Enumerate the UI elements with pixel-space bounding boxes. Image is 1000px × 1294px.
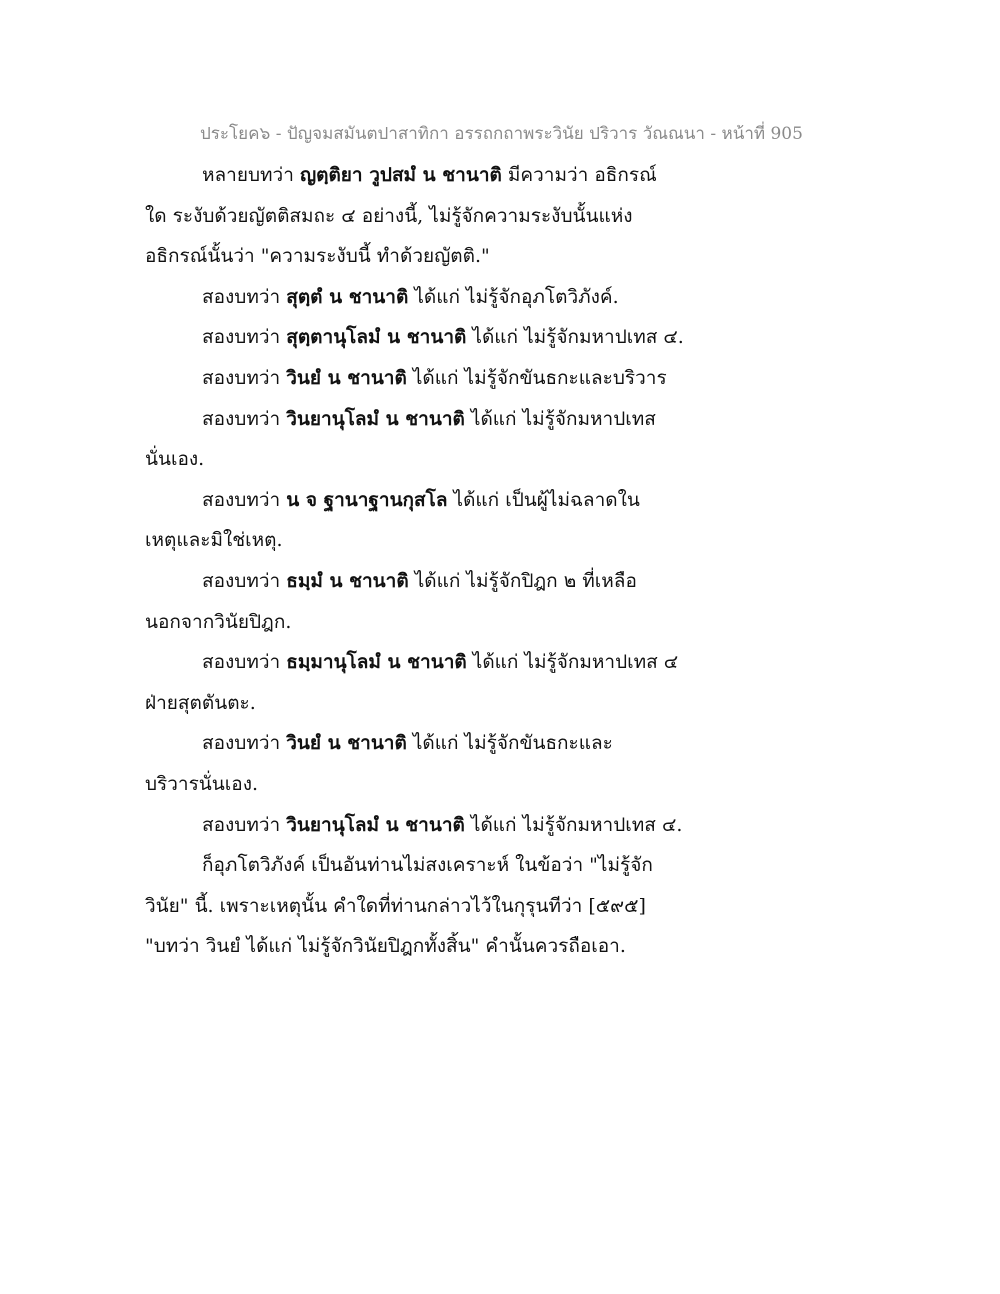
text-segment: ได้แก่ ไม่รู้จักมหาปเทส: [464, 407, 656, 430]
text-segment: สองบทว่า: [202, 732, 287, 755]
text-segment: สองบทว่า: [202, 488, 287, 511]
text-line: [145, 196, 745, 237]
pali-term: สุตฺตํ น ชานาติ: [286, 285, 409, 308]
pali-term: ธมฺมานุโลมํ น ชานาติ: [286, 651, 467, 674]
text-line: [145, 723, 745, 764]
pali-term: วินยํ น ชานาติ: [286, 732, 407, 755]
text-segment: ได้แก่ ไม่รู้จักปิฎก ๒ ที่เหลือ: [408, 569, 637, 592]
text-segment: เหตุและมิใช่เหตุ.: [145, 529, 283, 552]
text-segment: นอกจากวินัยปิฎก.: [145, 610, 292, 633]
text-segment: สองบทว่า: [202, 326, 287, 349]
text-segment: วินัย" นี้. เพราะเหตุนั้น คำใดที่ท่านกล่าวไว้ในกุรุนทีว่า [๕๙๕]: [145, 894, 646, 917]
text-segment: ได้แก่ ไม่รู้จักมหาปเทส ๔: [466, 651, 679, 674]
text-line: [145, 317, 745, 358]
text-line: [145, 358, 745, 399]
text-line: [145, 805, 745, 846]
text-line: [145, 602, 745, 643]
text-segment: ก็อุภโตวิภังค์ เป็นอันท่านไม่สงเคราะห์ ในข้อว่า "ไม่รู้จัก: [202, 854, 653, 877]
text-segment: ได้แก่ ไม่รู้จักมหาปเทส ๔.: [464, 813, 683, 836]
text-line: [145, 277, 745, 318]
text-segment: ได้แก่ ไม่รู้จักขันธกะและบริวาร: [406, 366, 667, 389]
text-line: [145, 480, 745, 521]
text-line: [145, 926, 745, 967]
text-line: [145, 642, 745, 683]
text-segment: สองบทว่า: [202, 366, 287, 389]
text-segment: ได้แก่ ไม่รู้จักขันธกะและ: [406, 732, 613, 755]
text-segment: นั่นเอง.: [145, 448, 205, 471]
pali-term: ธมฺมํ น ชานาติ: [286, 569, 409, 592]
text-segment: มีความว่า อธิกรณ์: [501, 164, 657, 186]
text-line: [145, 155, 745, 196]
text-line: [145, 236, 745, 277]
text-line: [145, 439, 745, 480]
pali-term: สุตฺตานุโลมํ น ชานาติ: [286, 326, 467, 349]
text-segment: ได้แก่ ไม่รู้จักมหาปเทส ๔.: [466, 326, 684, 349]
text-segment: ได้แก่ เป็นผู้ไม่ฉลาดใน: [447, 488, 640, 511]
text-line: [145, 886, 745, 927]
text-segment: หลายบทว่า: [202, 164, 300, 186]
text-segment: ฝ่ายสุตตันตะ.: [145, 691, 256, 714]
text-segment: อธิกรณ์นั้นว่า "ความระงับนี้ ทำด้วยญัตติ.": [145, 245, 490, 268]
text-segment: สองบทว่า: [202, 813, 287, 836]
pali-term: วินยานุโลมํ น ชานาติ: [286, 813, 465, 836]
text-segment: สองบทว่า: [202, 407, 287, 430]
pali-term: วินยํ น ชานาติ: [286, 366, 407, 389]
pali-term: ญตฺติยา วูปสมํ น ชานาติ: [299, 164, 502, 186]
text-segment: สองบทว่า: [202, 285, 287, 308]
text-segment: "บทว่า วินยํ ได้แก่ ไม่รู้จักวินัยปิฎกทั้งสิ้น" คำนั้นควรถือเอา.: [145, 935, 626, 958]
pali-term: น จ ฐานาฐานกุสโล: [286, 488, 448, 511]
pali-term: วินยานุโลมํ น ชานาติ: [286, 407, 465, 430]
text-line: [145, 561, 745, 602]
text-segment: บริวารนั่นเอง.: [145, 772, 259, 795]
text-line: [145, 845, 745, 886]
text-line: [145, 520, 745, 561]
page-header: ประโยค๖ - ปัญจมสมันตปาสาทิกา อรรถกถาพระวินัย ปริวาร วัณณนา - หน้าที่ 905: [200, 124, 803, 144]
text-line: [145, 683, 745, 724]
text-segment: สองบทว่า: [202, 651, 287, 674]
text-line: [145, 764, 745, 805]
text-line: [145, 399, 745, 440]
body-text: [145, 155, 745, 967]
text-segment: ได้แก่ ไม่รู้จักอุภโตวิภังค์.: [408, 285, 619, 308]
text-segment: ใด ระงับด้วยญัตติสมถะ ๔ อย่างนี้, ไม่รู้จักความระงับนั้นแห่ง: [145, 204, 633, 227]
text-segment: สองบทว่า: [202, 569, 287, 592]
